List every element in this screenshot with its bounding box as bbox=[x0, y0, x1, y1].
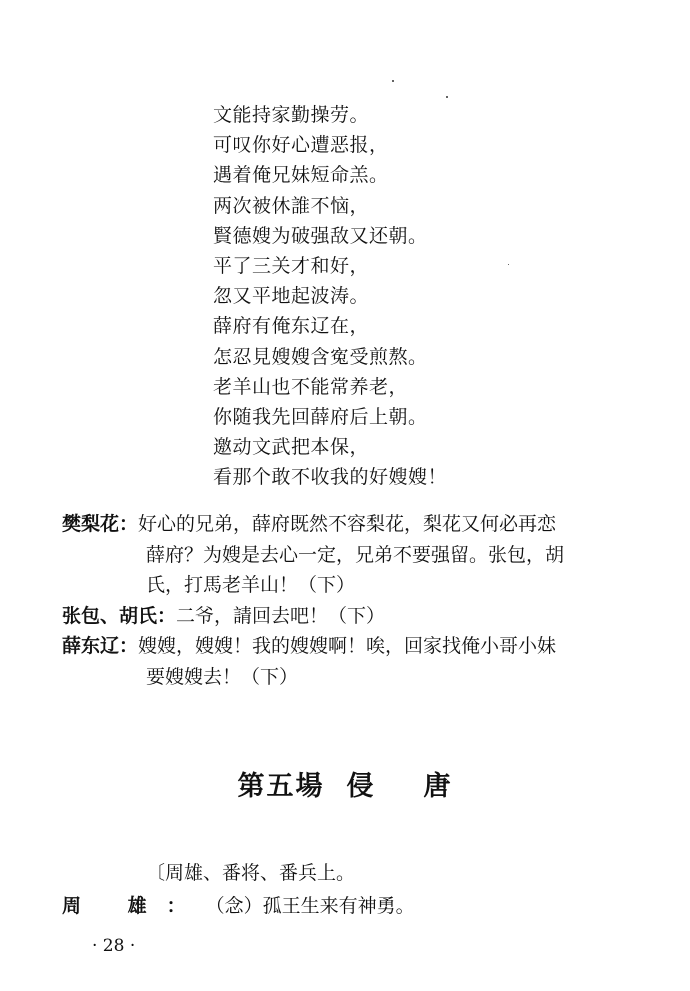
speech-line: 薛府？为嫂是去心一定，兄弟不要强留。张包，胡 bbox=[146, 543, 565, 566]
verse-line: 邀动文武把本保， bbox=[213, 436, 370, 459]
speech-zhangbao-hushi bbox=[62, 601, 622, 632]
print-speck bbox=[508, 264, 509, 265]
scene-name-part: 侵 bbox=[346, 771, 424, 802]
verse-line: 看那个敢不收我的好嫂嫂！ bbox=[213, 466, 448, 489]
speech-text bbox=[138, 631, 556, 662]
scene-number: 第五場 bbox=[237, 771, 325, 802]
verse-line: 忽又平地起波涛。 bbox=[213, 285, 370, 308]
speech-fan-lihua bbox=[62, 509, 622, 540]
speaker-name: 薛东辽： bbox=[62, 635, 139, 657]
verse-line: 遇着俺兄妹短命羔。 bbox=[213, 164, 389, 187]
speech-line: （念）孤王生来有神勇。 bbox=[205, 895, 415, 917]
speech-line: 好心的兄弟，薛府既然不容梨花，梨花又何必再恋 bbox=[138, 513, 557, 535]
verse-line: 你随我先回薛府后上朝。 bbox=[213, 405, 428, 428]
speech-line: 嫂嫂，嫂嫂！我的嫂嫂啊！唉，回家找俺小哥小妹 bbox=[138, 635, 557, 657]
speech-line: 氏，打馬老羊山！（下） bbox=[146, 574, 356, 596]
verse-line: 文能持家勤操劳。 bbox=[213, 104, 370, 126]
verse-line: 两次被休誰不恼， bbox=[213, 194, 370, 217]
verse-line: 怎忍見嫂嫂含寃受煎熬。 bbox=[213, 345, 428, 368]
speech-line: 二爷，請回去吧！（下） bbox=[176, 604, 386, 627]
verse-line: 賢德嫂为破强敌又还朝。 bbox=[213, 224, 428, 247]
speaker-name: 张包、胡氏： bbox=[62, 604, 177, 627]
speech-text bbox=[138, 509, 556, 540]
speech-xue-dongliao bbox=[62, 631, 622, 662]
verse-line: 薛府有俺东辽在， bbox=[213, 315, 370, 338]
speech-text bbox=[176, 601, 385, 632]
verse-block bbox=[213, 100, 447, 492]
scene-title bbox=[0, 764, 690, 803]
verse-line: 平了三关才和好， bbox=[213, 254, 370, 277]
stage-direction: 〔周雄、番将、番兵上。 bbox=[146, 862, 356, 884]
speech-line: 要嫂嫂去！（下） bbox=[146, 665, 299, 688]
speaker-name: 周 雄： bbox=[62, 895, 206, 917]
verse-line: 可叹你好心遭恶报， bbox=[213, 134, 389, 157]
scene-name-part: 唐 bbox=[423, 771, 453, 802]
print-speck bbox=[446, 96, 448, 98]
print-speck bbox=[392, 80, 394, 82]
speaker-name: 樊梨花： bbox=[62, 513, 139, 535]
verse-line: 老羊山也不能常养老， bbox=[213, 375, 409, 398]
dialogue-block bbox=[62, 509, 622, 692]
speech-zhou-xiong bbox=[62, 891, 415, 918]
page-number: · 28 · bbox=[92, 936, 136, 956]
